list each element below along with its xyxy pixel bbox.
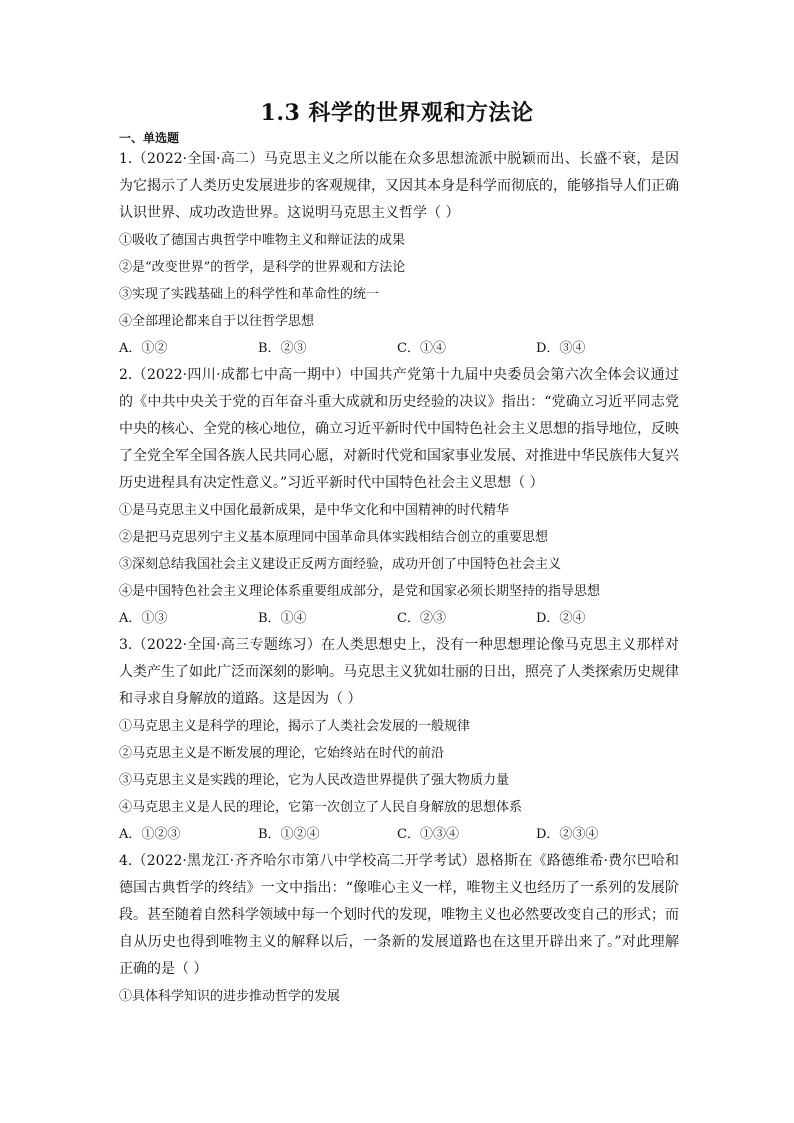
choice-c: C．①③④ (397, 827, 459, 842)
question-3 (119, 632, 679, 848)
choice-b: B．①②④ (258, 827, 320, 842)
question-stem: 4.（2022·黑龙江·齐齐哈尔市第八中学校高二开学考试）恩格斯在《路德维希·费尔巴哈和德国古典哲学的终结》一文中指出：“像唯心主义一样，唯物主义也经历了一系列的发展阶段。甚至随着自然科学领域中每一个划时代的发现，唯物主义也必然要改变自己的形式；而自从历史也得到唯物主义的解释以后，一条新的发展道路也在这里开辟出来了。”对此理解正确的是（ ） (119, 853, 679, 977)
choice-b: B．②③ (258, 341, 307, 356)
statement-option: ②是把马克思列宁主义基本原理同中国革命具体实践相结合创立的重要思想 (119, 530, 549, 545)
statement-option: ④是中国特色社会主义理论体系重要组成部分，是党和国家必须长期坚持的指导思想 (119, 584, 601, 599)
answer-choices (119, 821, 679, 848)
statement-option: ③马克思主义是实践的理论，它为人民改造世界提供了强大物质力量 (119, 773, 510, 788)
choice-b: B．①④ (258, 611, 307, 626)
question-1 (119, 146, 679, 362)
choice-d: D．②③④ (536, 827, 599, 842)
statement-option: ③实现了实践基础上的科学性和革命性的统一 (119, 287, 380, 302)
statement-option: ②是“改变世界”的哲学，是科学的世界观和方法论 (119, 260, 406, 275)
statement-option: ①吸收了德国古典哲学中唯物主义和辩证法的成果 (119, 233, 406, 248)
answer-choices (119, 335, 679, 362)
choice-a: A．①③ (119, 611, 168, 626)
statement-option: ③深刻总结我国社会主义建设正反两方面经验，成功开创了中国特色社会主义 (119, 557, 562, 572)
question-stem: 2.（2022·四川·成都七中高一期中）中国共产党第十九届中央委员会第六次全体会议通过的《中共中央关于党的百年奋斗重大成就和历史经验的决议》指出：“党确立习近平同志党中央的核心、全党的核心地位，确立习近平新时代中国特色社会主义思想的指导地位，反映了全党全军全国各族人民共同心愿，对新时代党和国家事业发展、对推进中华民族伟大复兴历史进程具有决定性意义。”习近平新时代中国特色社会主义思想（ ） (119, 367, 679, 491)
choice-c: C．①④ (397, 341, 446, 356)
document-title: 1.3 科学的世界观和方法论 (260, 100, 534, 126)
answer-choices (119, 605, 679, 632)
statement-option: ②马克思主义是不断发展的理论，它始终站在时代的前沿 (119, 746, 445, 761)
section-heading: 一、单选题 (119, 131, 180, 145)
statement-option: ①具体科学知识的进步推动哲学的发展 (119, 989, 341, 1004)
question-4 (119, 848, 679, 1010)
statement-option: ①是马克思主义中国化最新成果，是中华文化和中国精神的时代精华 (119, 503, 510, 518)
statement-option: ④马克思主义是人民的理论，它第一次创立了人民自身解放的思想体系 (119, 800, 523, 815)
question-2 (119, 362, 679, 632)
choice-d: D．②④ (536, 611, 586, 626)
choice-a: A．①② (119, 341, 168, 356)
statement-option: ④全部理论都来自于以往哲学思想 (119, 314, 315, 329)
question-stem: 3.（2022·全国·高三专题练习）在人类思想史上，没有一种思想理论像马克思主义那样对人类产生了如此广泛而深刻的影响。马克思主义犹如壮丽的日出，照亮了人类探索历史规律和寻求自身解放的道路。这是因为（ ） (119, 637, 679, 707)
question-stem: 1.（2022·全国·高二）马克思主义之所以能在众多思想流派中脱颖而出、长盛不衰，是因为它揭示了人类历史发展进步的客观规律，又因其本身是科学而彻底的，能够指导人们正确认识世界、成功改造世界。这说明马克思主义哲学（ ） (119, 151, 679, 221)
choice-d: D．③④ (536, 341, 586, 356)
document-content (119, 130, 679, 1010)
choice-c: C．②③ (397, 611, 446, 626)
statement-option: ①马克思主义是科学的理论，揭示了人类社会发展的一般规律 (119, 719, 471, 734)
choice-a: A．①②③ (119, 827, 181, 842)
